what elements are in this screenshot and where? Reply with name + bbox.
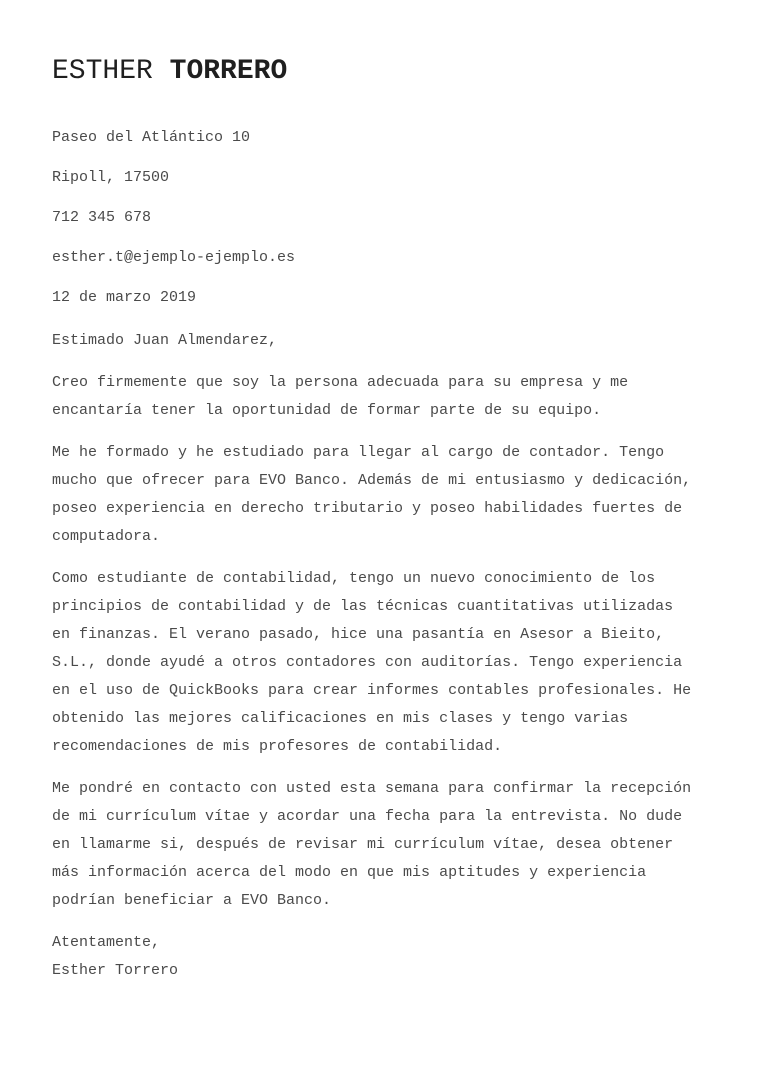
contact-email: esther.t@ejemplo-ejemplo.es — [52, 249, 296, 266]
letter-paragraph-2: Me he formado y he estudiado para llegar al cargo de contador. Tengo mucho que ofrecer para EVO Banco. Además de mi entusiasmo y dedicación, poseo experiencia en derecho tributario y poseo habilidades fuertes de computadora. — [52, 444, 692, 545]
letter-salutation: Estimado Juan Almendarez, — [52, 332, 278, 349]
letter-paragraph-4: Me pondré en contacto con usted esta semana para confirmar la recepción de mi currículum vítae y acordar una fecha para la entrevista. No dude en llamarme si, después de revisar mi currículum vítae, desea obtener más información acerca del modo en que mis aptitudes y experiencia podrían beneficiar a EVO Banco. — [52, 780, 692, 909]
letter-content — [52, 56, 700, 985]
contact-address-city: Ripoll, 17500 — [52, 169, 170, 186]
letter-paragraph-3: Como estudiante de contabilidad, tengo un nuevo conocimiento de los principios de contabilidad y de las técnicas cuantitativas utilizadas en finanzas. El verano pasado, hice una pasantía en Asesor a Bieito, S.L., donde ayudé a otros contadores con auditorías. Tengo experiencia en el uso de QuickBooks para crear informes contables profesionales. He obtenido las mejores calificaciones en mis clases y tengo varias recomendaciones de mis profesores de contabilidad. — [52, 570, 692, 755]
contact-phone: 712 345 678 — [52, 209, 152, 226]
letter-signature: Esther Torrero — [52, 962, 179, 979]
letter-closing: Atentamente, — [52, 934, 161, 951]
name-spacer — [153, 56, 170, 87]
contact-address-street: Paseo del Atlántico 10 — [52, 129, 251, 146]
letter-head-first-name: ESTHER — [52, 56, 153, 87]
letter-date: 12 de marzo 2019 — [52, 289, 197, 306]
letter-head-last-name: TORRERO — [169, 56, 288, 87]
letter-paragraph-1: Creo firmemente que soy la persona adecuada para su empresa y me encantaría tener la oportunidad de formar parte de su equipo. — [52, 374, 629, 419]
letter-closing-block — [52, 929, 700, 985]
letter-head-name — [52, 56, 700, 88]
